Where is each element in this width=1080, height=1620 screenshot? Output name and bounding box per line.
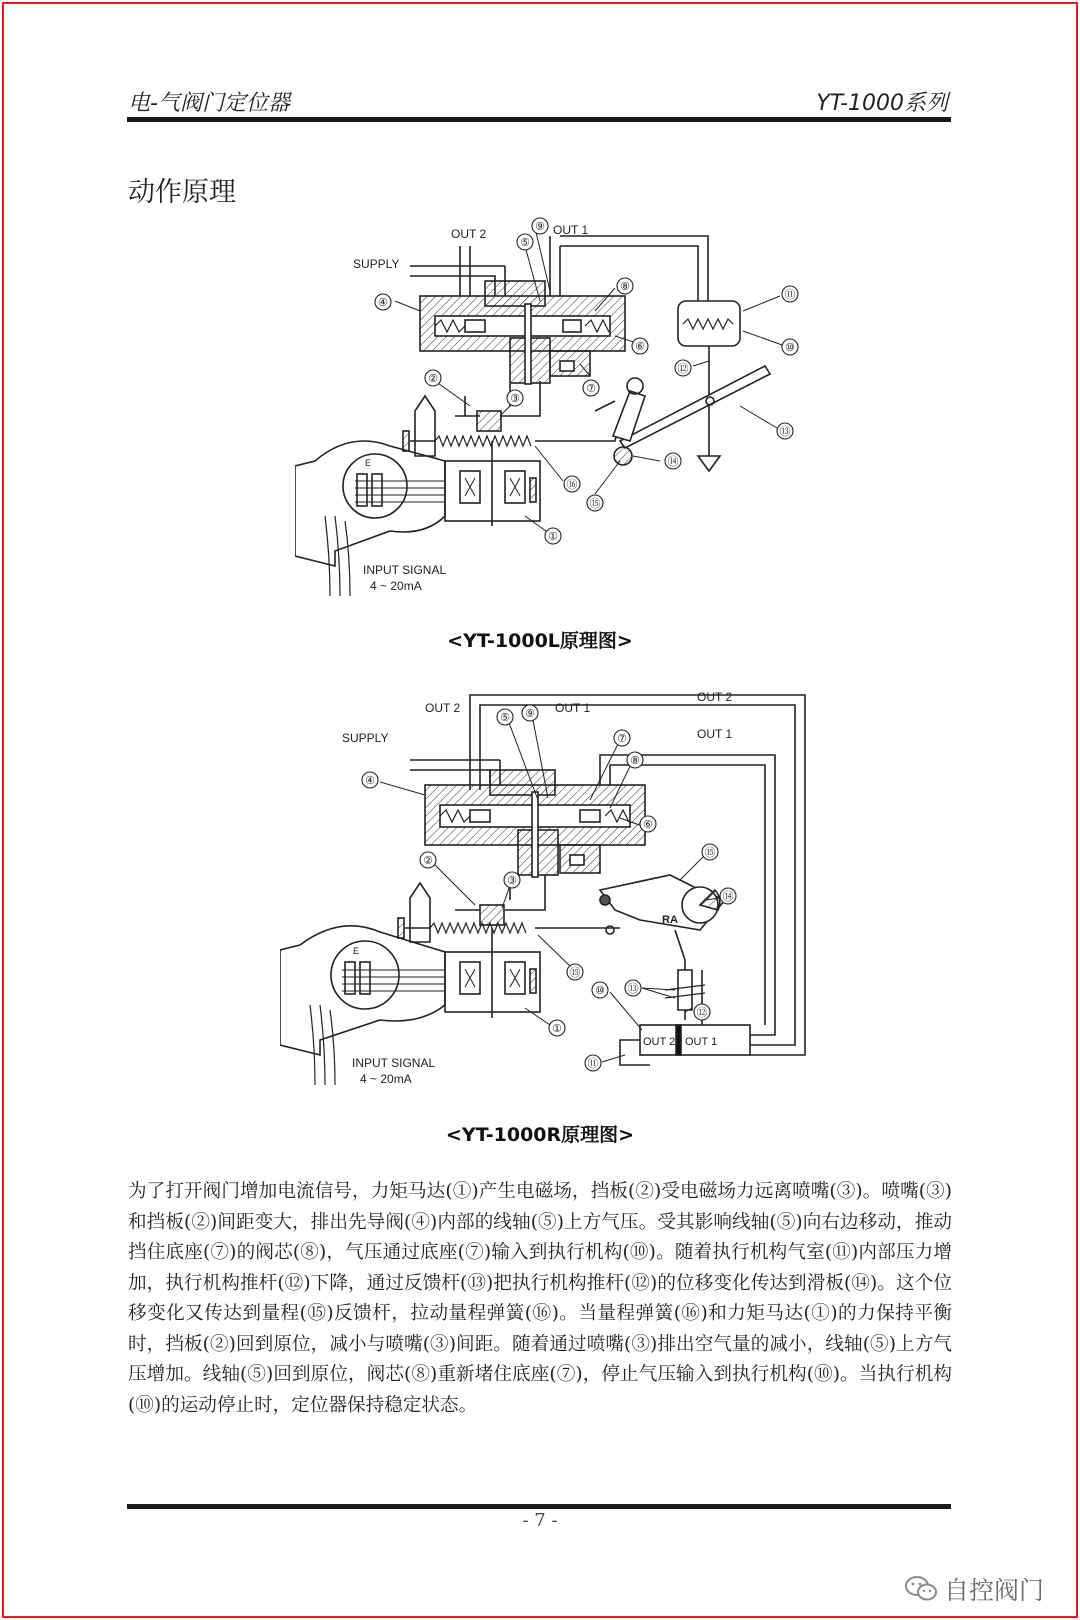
- wechat-icon: [904, 1575, 938, 1603]
- fig2-supply-pipe: [410, 760, 500, 785]
- fig1-span-spring: [435, 436, 531, 446]
- fig1-feedback-lever: [620, 366, 770, 448]
- fig2-label-chamber-out1: OUT 1: [685, 1036, 718, 1048]
- fig2-marker-1: ①: [552, 1023, 562, 1035]
- fig1-marker-11: ⑪: [784, 289, 796, 301]
- fig2-marker-10: ⑩: [595, 985, 605, 997]
- fig1-actuator-chamber: [678, 301, 740, 346]
- fig1-marker-8: ⑧: [620, 281, 630, 293]
- fig1-label-current-range: 4 ~ 20mA: [370, 579, 422, 593]
- body-paragraph: [128, 1177, 952, 1421]
- fig1-marker-7: ⑦: [586, 383, 596, 395]
- fig2-nozzle-block: [480, 905, 504, 925]
- fig2-marker-5: ⑤: [500, 712, 510, 724]
- fig1-marker-6: ⑥: [635, 341, 645, 353]
- fig2-label-out1-outer: OUT 1: [697, 727, 733, 741]
- fig1-label-input-signal: INPUT SIGNAL: [363, 563, 447, 577]
- fig2-marker-9: ⑨: [525, 708, 535, 720]
- header-series: YT-1000系列: [816, 91, 948, 116]
- figure2-caption: <YT-1000R原理图>: [445, 1124, 635, 1146]
- page-number: - 7 -: [522, 1510, 558, 1531]
- fig1-zero-adjust: [410, 396, 435, 456]
- fig1-marker-14: ⑭: [667, 456, 679, 468]
- fig1-marker-12: ⑫: [677, 363, 689, 375]
- fig2-label-ground: E: [353, 946, 360, 956]
- watermark: [904, 1571, 1044, 1607]
- fig1-out2-pipe: [460, 246, 470, 296]
- fig2-marker-11: ⑪: [587, 1058, 599, 1070]
- figure1-caption: <YT-1000L原理图>: [447, 630, 633, 652]
- fig2-actuator-stem: [678, 970, 692, 1010]
- fig1-label-ground: E: [365, 458, 372, 468]
- fig2-marker-15: ⑮: [704, 847, 716, 859]
- fig1-marker-15: ⑮: [589, 498, 601, 510]
- fig1-marker-3: ③: [510, 393, 520, 405]
- fig1-marker-4: ④: [378, 297, 388, 309]
- fig1-marker-16: ⑯: [566, 479, 578, 491]
- fig2-terminal-housing: [280, 926, 445, 1055]
- fig2-marker-8: ⑧: [630, 755, 640, 767]
- fig1-marker-2: ②: [428, 373, 438, 385]
- fig2-span-spring: [430, 923, 526, 933]
- footer-rule: [127, 1504, 951, 1509]
- fig2-marker-3: ③: [507, 875, 517, 887]
- header-title: 电-气阀门定位器: [128, 91, 290, 116]
- fig2-label-out1: OUT 1: [555, 701, 591, 715]
- body-paragraph-text: 为了打开阀门增加电流信号，力矩马达(①)产生电磁场，挡板(②)受电磁场力远离喷嘴(③)。喷嘴(③)和挡板(②)间距变大，排出先导阀(④)内部的线轴(⑤)上方气压。受其影响线轴(⑤)向右边移动，推动挡住底座(⑦)的阀芯(⑧)，气压通过底座(⑦)输入到执行机构(⑩)。随着执行机构气室(⑪)内部压力增加，执行机构推杆(⑫)下降，通过反馈杆(⑬)把执行机构推杆(⑫)的位移变化传达到滑板(⑭)。这个位移变化又传达到量程(⑮)反馈杆，拉动量程弹簧(⑯)。当量程弹簧(⑯)和力矩马达(①)的力保持平衡时，挡板(②)回到原位，减小与喷嘴(③)间距。随着通过喷嘴(③)排出空气量的减小，线轴(⑤)上方气压增加。线轴(⑤)回到原位，阀芯(⑧)重新堵住底座(⑦)，停止气压输入到执行机构(⑩)。当执行机构(⑩)的运动停止时，定位器保持稳定状态。: [128, 1181, 952, 1416]
- fig1-marker-1: ①: [548, 531, 558, 543]
- fig2-marker-2: ②: [423, 855, 433, 867]
- fig2-label-supply: SUPPLY: [342, 731, 389, 745]
- figure-yt1000l-diagram: [295, 216, 835, 616]
- fig1-label-out1: OUT 1: [553, 223, 589, 237]
- fig2-label-out2-outer: OUT 2: [697, 690, 733, 704]
- fig2-label-chamber-out2: OUT 2: [643, 1036, 676, 1048]
- fig1-label-supply: SUPPLY: [353, 257, 400, 271]
- fig2-zero-adjust: [405, 883, 430, 942]
- fig1-marker-13: ⑬: [779, 426, 791, 438]
- fig1-label-out2: OUT 2: [451, 227, 487, 241]
- fig2-marker-14: ⑭: [722, 891, 734, 903]
- fig2-marker-7: ⑦: [617, 733, 627, 745]
- fig2-label-current-range: 4 ~ 20mA: [360, 1072, 412, 1086]
- header-rule: [127, 117, 951, 122]
- fig2-marker-4: ④: [365, 775, 375, 787]
- watermark-text: 自控阀门: [943, 1576, 1044, 1605]
- section-title: 动作原理: [128, 177, 236, 208]
- fig2-marker-13: ⑬: [627, 983, 639, 995]
- fig1-marker-5: ⑤: [520, 237, 530, 249]
- fig2-marker-12: ⑫: [696, 1007, 708, 1019]
- fig2-marker-6: ⑥: [643, 819, 653, 831]
- fig1-nozzle-block: [477, 411, 501, 431]
- fig2-label-out2: OUT 2: [425, 701, 461, 715]
- fig2-marker-15b: ⑮: [569, 967, 581, 979]
- fig1-marker-9: ⑨: [535, 221, 545, 233]
- fig2-label-input-signal: INPUT SIGNAL: [352, 1056, 436, 1070]
- figure-yt1000r-diagram: [280, 690, 810, 1125]
- fig1-marker-10: ⑩: [785, 342, 795, 354]
- fig2-label-ra: RA: [662, 914, 678, 926]
